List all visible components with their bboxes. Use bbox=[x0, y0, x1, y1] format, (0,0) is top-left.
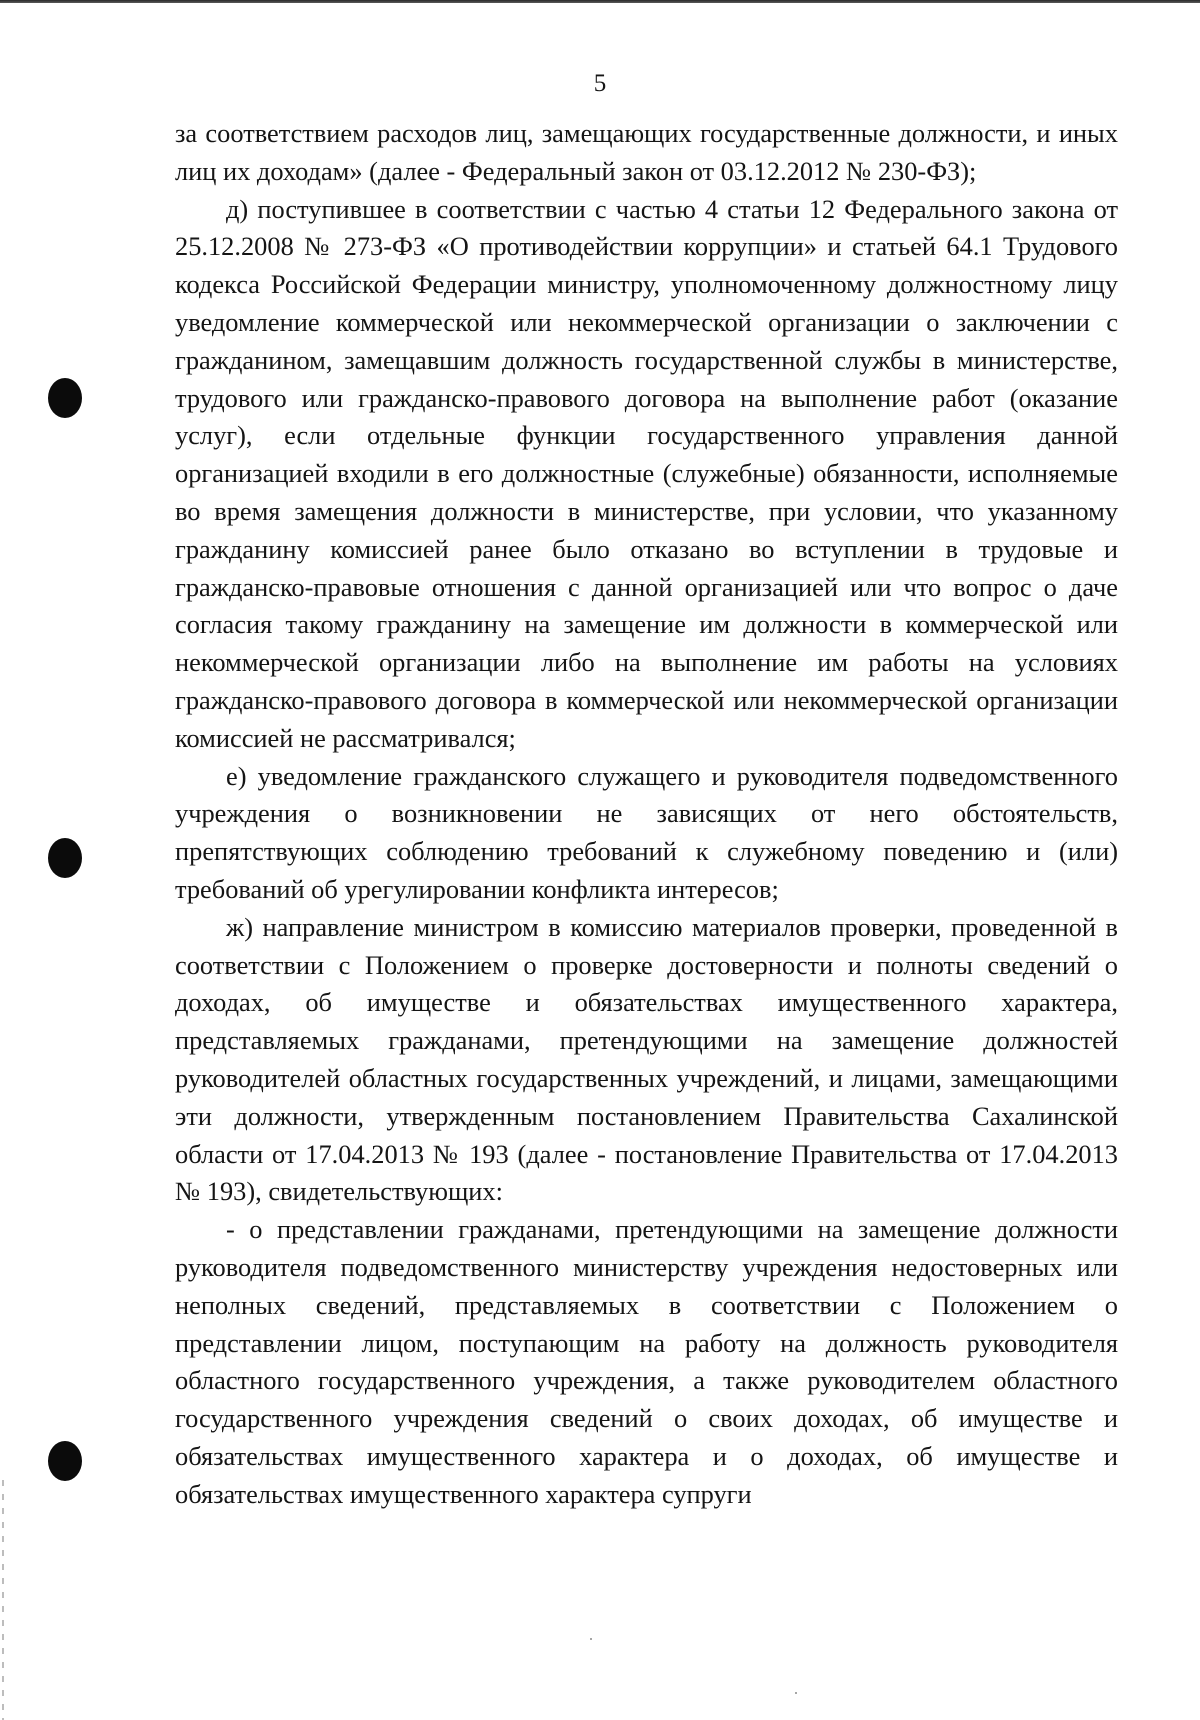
scan-speck bbox=[590, 1638, 592, 1640]
punch-hole-mark bbox=[48, 838, 82, 878]
paragraph-item-zh: ж) направление министром в комиссию материалов проверки, проведенной в соответствии с Положением о проверке достоверности и полноты сведений о доходах, об имуществе и обязательствах имущественного характера, представляемых гражданами, претендующими на замещение должностей руководителей областных государственных учреждений, и лицами, замещающими эти должности, утвержденным постановлением Правительства Сахалинской области от 17.04.2013 № 193 (далее - постановление Правительства от 17.04.2013 № 193), свидетельствующих: bbox=[175, 911, 1118, 1207]
paragraph-item-d: д) поступившее в соответствии с частью 4 статьи 12 Федерального закона от 25.12.2008 № 273-ФЗ «О противодействии коррупции» и статьей 64.1 Трудового кодекса Российской Федерации министру, уполномоченному должностному лицу уведомление коммерческой или некоммерческой организации о заключении с гражданином, замещавшим должность государственной службы в министерстве, трудового или гражданско-правового договора на выполнение работ (оказание услуг), если отдельные функции государственного управления данной организацией входили в его должностные (служебные) обязанности, исполняемые во время замещения должности в министерстве, при условии, что указанному гражданину комиссией ранее было отказано во вступлении в трудовые и гражданско-правовые отношения с данной организацией или что вопрос о даче согласия такому гражданину на замещение им должности в коммерческой или некоммерческой организации либо на выполнение им работы на условиях гражданско-правового договора в коммерческой или некоммерческой организации комиссией не рассматривался; bbox=[175, 193, 1118, 753]
punch-hole-mark bbox=[48, 378, 82, 418]
paragraph-subitem-dash: - о представлении гражданами, претендующими на замещение должности руководителя подведомственного министерству учреждения недостоверных или неполных сведений, представляемых в соответствии с Положением о представлении лицом, поступающим на работу на должность руководителя областного государственного учреждения, а также руководителем областного государственного учреждения сведений о своих доходах, об имуществе и обязательствах имущественного характера и о доходах, об имуществе и обязательствах имущественного характера супруги bbox=[175, 1214, 1118, 1509]
paragraph-item-e: е) уведомление гражданского служащего и руководителя подведомственного учреждения о возникновении не зависящих от него обстоятельств, препятствующих соблюдению требований к служебному поведению и (или) требований об урегулировании конфликта интересов; bbox=[175, 760, 1118, 904]
document-body bbox=[175, 115, 1118, 1513]
paragraph-intro-continuation: за соответствием расходов лиц, замещающих государственные должности, и иных лиц их доходам» (далее - Федеральный закон от 03.12.2012 № 230-ФЗ); bbox=[175, 118, 1118, 186]
scan-top-edge bbox=[0, 0, 1200, 3]
scan-speck bbox=[795, 1692, 797, 1694]
scan-left-edge bbox=[2, 1480, 4, 1720]
punch-hole-mark bbox=[48, 1441, 82, 1481]
page-number: 5 bbox=[593, 70, 607, 97]
